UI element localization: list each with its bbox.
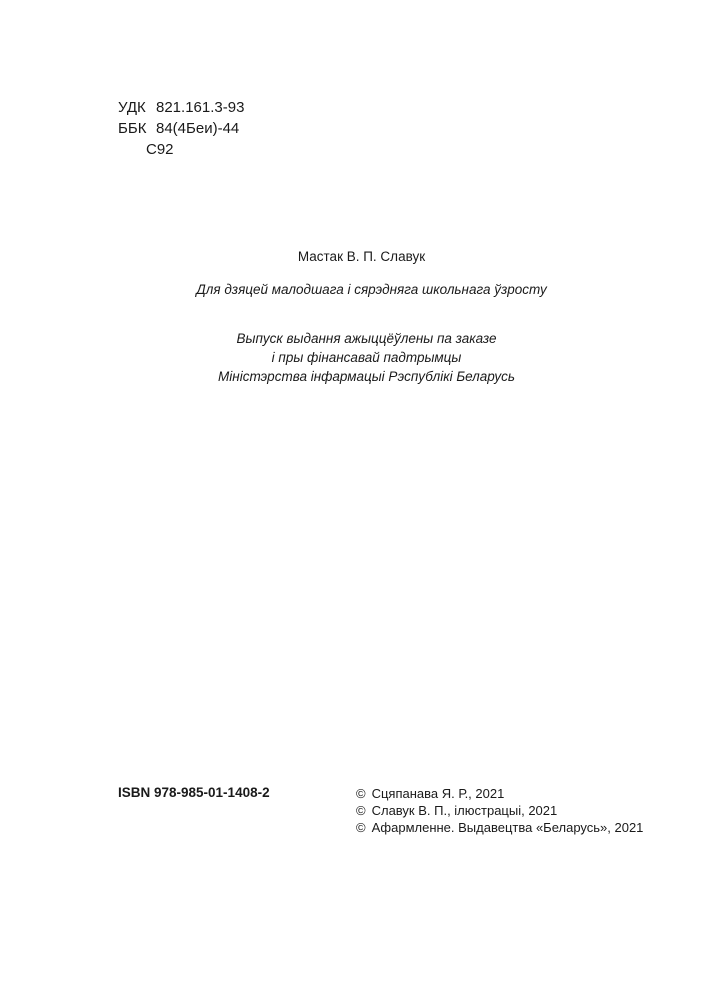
bbk-label: ББК [118,120,147,137]
copyright-line [356,819,643,836]
udk-row [118,97,244,118]
copyright-line [356,785,643,802]
copyright-text: Славук В. П., ілюстрацыі, 2021 [371,803,558,818]
copyright-block [356,785,643,836]
isbn: ISBN 978-985-01-1408-2 [118,785,270,800]
illustrator-credit: Мастак В. П. Славук [297,249,426,264]
copyright-icon: © [356,803,366,818]
bbk-value: 84(4Беи)-44 [156,120,240,137]
author-mark-row [118,139,244,160]
funding-line: Міністэрства інфармацыі Рэспублікі Беларусь [218,369,515,384]
author-mark: С92 [146,141,174,158]
audience-note: Для дзяцей малодшага і сярэдняга школьнага ўзросту [196,282,547,297]
catalog-codes [118,97,244,160]
copyright-text: Афармленне. Выдавецтва «Беларусь», 2021 [371,820,644,835]
funding-note [10,329,713,386]
copyright-icon: © [356,820,366,835]
funding-line: і пры фінансавай падтрымцы [271,350,462,365]
funding-line: Выпуск выдання ажыццёўлены па заказе [236,331,497,346]
udk-value: 821.161.3-93 [156,99,245,116]
copyright-text: Сцяпанава Я. Р., 2021 [371,786,505,801]
copyright-line [356,802,643,819]
copyright-icon: © [356,786,366,801]
udk-label: УДК [118,99,146,116]
bbk-row [118,118,244,139]
